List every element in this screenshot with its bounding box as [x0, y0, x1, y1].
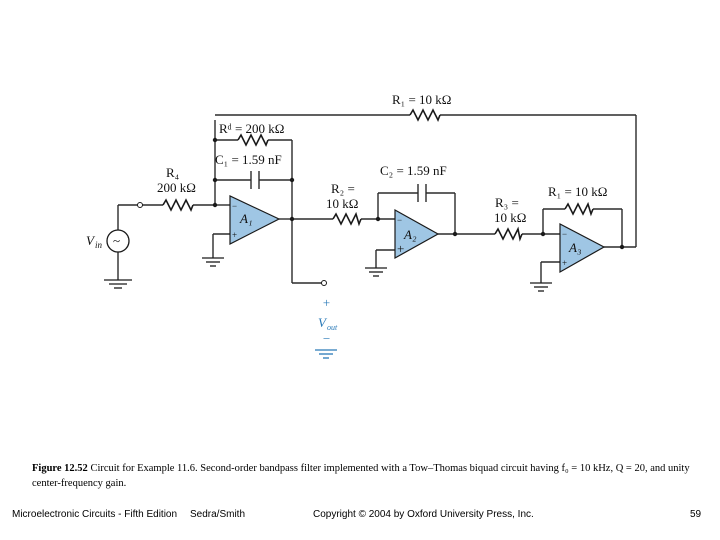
label-r4-value: 200 kΩ [157, 180, 196, 195]
output-terminal [322, 281, 327, 286]
a3-plus: + [562, 258, 568, 268]
ground-icon [365, 268, 387, 276]
ground-icon [530, 283, 552, 291]
a3-minus: − [562, 229, 568, 239]
resistor-r1-a3 [565, 204, 593, 214]
input-terminal [138, 203, 143, 208]
label-r1-a3: R₁ = 10 kΩ [548, 184, 608, 199]
label-c2: C₂ = 1.59 nF [380, 163, 447, 178]
wires [118, 115, 636, 283]
ground-icon [315, 350, 337, 358]
footer-copyright: Copyright © 2004 by Oxford University Press, Inc. [313, 509, 534, 520]
footer-authors: Sedra/Smith [190, 509, 246, 520]
ground-icon [202, 258, 224, 266]
label-r2-value: 10 kΩ [326, 196, 359, 211]
ground-icon [104, 280, 132, 288]
label-rd: Rᵈ = 200 kΩ [219, 121, 285, 136]
page-number: 59 [690, 509, 702, 520]
a1-minus: − [232, 201, 238, 211]
label-c1: C₁ = 1.59 nF [215, 152, 282, 167]
label-a3: A₃ [569, 240, 582, 255]
source-symbol: ~ [113, 233, 121, 248]
a2-minus: − [397, 215, 403, 225]
resistor-r4 [163, 200, 193, 210]
label-r1-top: R₁ = 10 kΩ [392, 92, 452, 107]
label-vin: V [86, 233, 94, 248]
resistor-r2 [333, 214, 361, 224]
a2-plus: + [397, 241, 405, 256]
vout-plus: + [322, 295, 331, 310]
label-a2: A₂ [404, 227, 417, 242]
vout-minus: − [322, 331, 331, 346]
figure-label: Figure 12.52 [32, 463, 88, 474]
label-vout: V [318, 315, 326, 330]
label-r3-value: 10 kΩ [494, 210, 527, 225]
label-r3-name: R₃ = [495, 195, 519, 210]
resistor-rd [238, 135, 268, 145]
opamp-a1 [230, 196, 279, 244]
figure-caption [32, 461, 712, 491]
label-r4-name: R₄ [166, 165, 180, 180]
caption-text: Circuit for Example 11.6. Second-order bandpass filter implemented with a Tow–Thomas biquad circuit having f₀ = 10 kHz, Q = 20, and unity center-frequency gain. [32, 463, 690, 489]
footer-book-title: Microelectronic Circuits - Fifth Edition [12, 509, 178, 520]
label-vout-sub: out [327, 323, 338, 332]
label-a1: A₁ [240, 211, 253, 226]
capacitor-c2 [418, 184, 426, 202]
capacitor-c1 [251, 171, 259, 189]
resistor-r3 [495, 229, 522, 239]
label-r2-name: R₂ = [331, 181, 355, 196]
a1-plus: + [232, 230, 238, 240]
label-vin-sub: in [95, 240, 103, 250]
resistor-r1-top [410, 110, 440, 120]
